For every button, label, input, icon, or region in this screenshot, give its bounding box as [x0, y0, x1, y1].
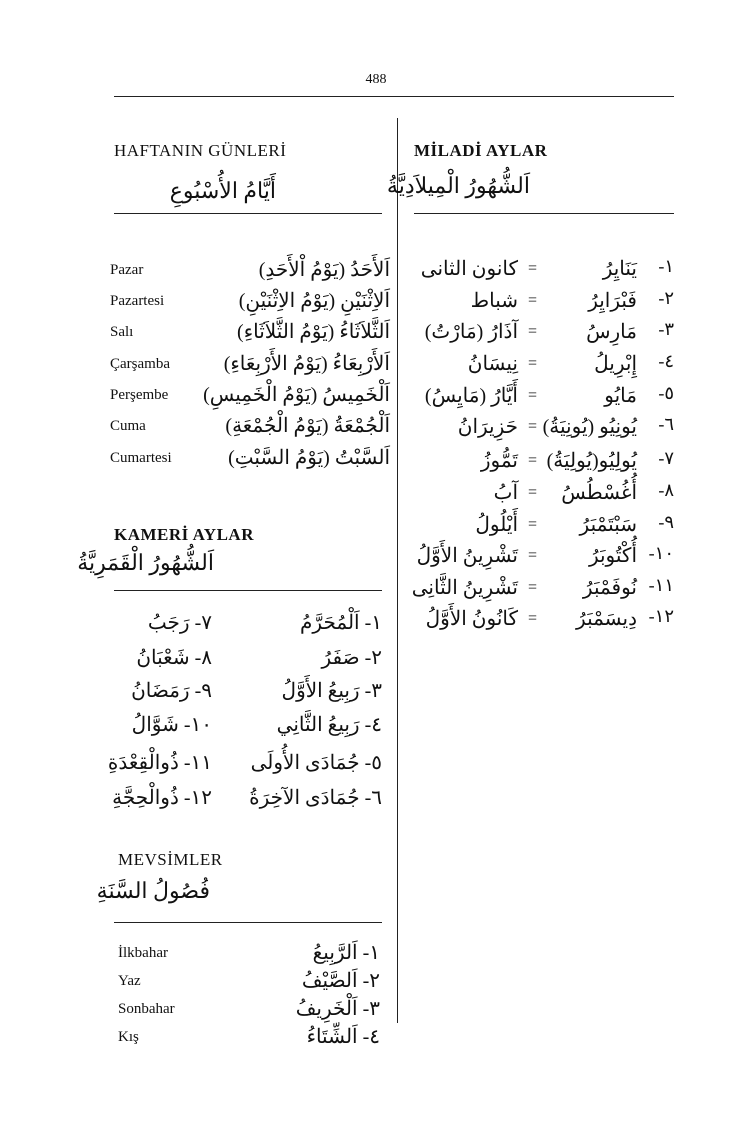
- miladi-equivalent: أَيَّارُ (مَايِسُ): [424, 385, 518, 407]
- miladi-equals: =: [528, 484, 538, 501]
- miladi-equals: =: [528, 516, 538, 533]
- day-turkish: Perşembe: [110, 387, 169, 403]
- miladi-equals: =: [528, 610, 538, 627]
- miladi-number: ٦-: [658, 414, 674, 434]
- miladi-number: ٤-: [658, 351, 674, 371]
- miladi-heading: MİLADİ AYLAR: [414, 141, 548, 160]
- top-rule: [114, 96, 674, 97]
- seasons-heading-arabic: فُصُولُ السَّنَةِ: [96, 878, 210, 903]
- miladi-equivalent: أَيْلُولُ: [475, 514, 518, 536]
- season-turkish: İlkbahar: [118, 945, 168, 961]
- day-arabic: اَلسَّبْتُ (يَوْمُ السَّبْتِ): [228, 447, 390, 469]
- seasons-rule: [114, 922, 382, 923]
- days-heading: HAFTANIN GÜNLERİ: [114, 141, 287, 160]
- miladi-month: أُغُسْطُسُ: [561, 482, 637, 504]
- day-arabic: اَلأَحَدُ (يَوْمُ اْلأَحَدِ): [258, 259, 390, 281]
- day-turkish: Cuma: [110, 418, 146, 434]
- miladi-equivalent: كانون الثانى: [420, 258, 518, 280]
- miladi-equals: =: [528, 387, 538, 404]
- miladi-number: ٧-: [658, 448, 674, 468]
- miladi-equivalent: تَمُّوزُ: [480, 450, 518, 472]
- days-heading-arabic: أَيَّامُ الأُسْبُوعِ: [169, 178, 276, 203]
- column-divider: [397, 118, 398, 1023]
- day-arabic: اَلثَّلاَثَاءُ (يَوْمُ الثَّلاَثَاءِ): [237, 321, 390, 343]
- miladi-month: أُكْتُوبَرُ: [588, 545, 637, 567]
- miladi-number: ٣-: [658, 319, 674, 339]
- season-turkish: Yaz: [118, 973, 141, 989]
- kameri-month: ٢- صَفَرُ: [321, 647, 382, 669]
- miladi-month: مَارِسُ: [586, 321, 637, 343]
- kameri-month: ٤- رَبِيعُ الثَّانِي: [276, 714, 382, 736]
- days-rule: [114, 213, 382, 214]
- miladi-equivalent: آذَارُ (مَارْتُ): [424, 321, 518, 343]
- day-arabic: اَلاِثْنَيْنِ (يَوْمُ الاِثْنَيْنِ): [238, 290, 390, 312]
- kameri-month: ١٠- شَوَّالُ: [131, 714, 212, 736]
- miladi-equals: =: [528, 418, 538, 435]
- miladi-equivalent: كَانُونُ الأَوَّلُ: [425, 608, 518, 630]
- season-turkish: Kış: [118, 1029, 139, 1045]
- miladi-number: ١١-: [648, 575, 674, 595]
- kameri-month: ٩- رَمَضَانُ: [131, 680, 212, 702]
- miladi-equals: =: [528, 355, 538, 372]
- miladi-rule: [414, 213, 674, 214]
- seasons-heading: MEVSİMLER: [118, 850, 223, 869]
- miladi-equals: =: [528, 547, 538, 564]
- miladi-equals: =: [528, 452, 538, 469]
- miladi-month: مَايُو: [604, 385, 637, 407]
- day-turkish: Salı: [110, 324, 134, 340]
- miladi-equivalent: تَشْرِينُ الثَّانِى: [411, 577, 518, 599]
- day-arabic: اَلْخَمِيسُ (يَوْمُ الْخَمِيسِ): [203, 384, 390, 406]
- kameri-month: ٦- جُمَادَى الآخِرَةُ: [249, 787, 382, 809]
- kameri-month: ٥- جُمَادَى الأُولَى: [250, 752, 382, 774]
- kameri-month: ٣- رَبِيعُ الأَوَّلُ: [281, 680, 382, 702]
- miladi-number: ١٢-: [648, 606, 674, 626]
- kameri-month: ٧- رَجَبُ: [147, 612, 212, 634]
- miladi-equivalent: آبُ: [493, 482, 518, 504]
- season-arabic: ٢- اَلصَّيْفُ: [301, 970, 380, 992]
- day-turkish: Pazartesi: [110, 293, 165, 309]
- miladi-month: إِبْرِيلُ: [594, 353, 637, 375]
- day-turkish: Cumartesi: [110, 450, 172, 466]
- miladi-month: فَبْرَايِرُ: [588, 290, 637, 312]
- miladi-number: ٢-: [658, 288, 674, 308]
- miladi-equivalent: نِيسَانُ: [467, 353, 518, 375]
- miladi-equivalent: شباط: [470, 290, 518, 312]
- miladi-month: نُوفَمْبَرُ: [582, 577, 637, 599]
- kameri-month: ١- اَلْمُحَرَّمُ: [300, 612, 382, 634]
- miladi-number: ١-: [658, 256, 674, 276]
- page-number: 488: [365, 72, 387, 87]
- miladi-month: سَبْتَمْبَرُ: [579, 514, 637, 536]
- miladi-equals: =: [528, 579, 538, 596]
- miladi-month: يُولِيُو(يُولِيَةُ): [546, 450, 637, 472]
- miladi-number: ٨-: [658, 480, 674, 500]
- miladi-equals: =: [528, 260, 538, 277]
- miladi-equals: =: [528, 323, 538, 340]
- season-arabic: ٤- اَلشِّتَاءُ: [306, 1026, 380, 1048]
- miladi-number: ٥-: [658, 383, 674, 403]
- day-arabic: اَلْجُمْعَةُ (يَوْمُ الْجُمْعَةِ): [225, 415, 390, 437]
- day-arabic: اَلأَرْبِعَاءُ (يَوْمُ الأَرْبِعَاءِ): [223, 353, 390, 375]
- miladi-number: ٩-: [658, 512, 674, 532]
- kameri-rule: [114, 590, 382, 591]
- season-turkish: Sonbahar: [118, 1001, 175, 1017]
- kameri-heading: KAMERİ AYLAR: [114, 525, 254, 544]
- kameri-heading-arabic: اَلشُّهُورُ الْقَمَرِيَّةُ: [77, 550, 214, 575]
- miladi-equivalent: حَزِيرَانُ: [457, 416, 518, 438]
- day-turkish: Çarşamba: [110, 356, 170, 372]
- miladi-heading-arabic: اَلشُّهُورُ الْمِيلاَدِيَّةُ: [386, 173, 530, 198]
- miladi-month: يُونِيُو (يُونِيَةُ): [542, 416, 637, 438]
- season-arabic: ٣- اَلْخَرِيفُ: [295, 998, 380, 1020]
- day-turkish: Pazar: [110, 262, 144, 278]
- kameri-month: ٨- شَعْبَانُ: [136, 647, 212, 669]
- miladi-equivalent: تَشْرِينُ الأَوَّلُ: [416, 545, 518, 567]
- miladi-month: دِيسَمْبَرُ: [576, 608, 637, 630]
- miladi-equals: =: [528, 292, 538, 309]
- miladi-month: يَنَايِرُ: [602, 258, 637, 280]
- kameri-month: ١١- ذُوالْقِعْدَةِ: [107, 752, 212, 774]
- miladi-number: ١٠-: [648, 543, 674, 563]
- kameri-month: ١٢- ذُوالْحِجَّةِ: [112, 787, 212, 809]
- season-arabic: ١- اَلرَّبِيعُ: [312, 942, 380, 964]
